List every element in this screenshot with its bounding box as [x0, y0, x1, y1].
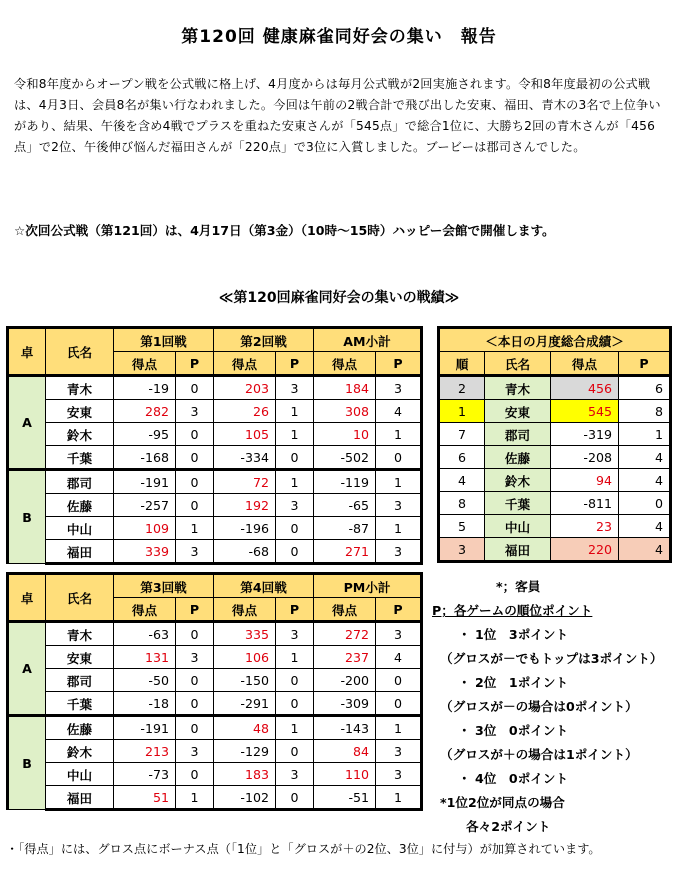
points-cell: 3 [276, 376, 314, 400]
player-name: 中山 [46, 763, 114, 786]
points-cell: 1 [376, 786, 422, 810]
points-cell: 1 [376, 470, 422, 494]
score-cell: 213 [114, 740, 176, 763]
table-row [8, 423, 422, 446]
header-row [8, 328, 422, 352]
rank-cell: 5 [439, 515, 485, 538]
table-label: B [8, 716, 46, 810]
col-table-header: 卓 [8, 328, 46, 376]
score-cell: 456 [551, 376, 619, 400]
points-header: P [619, 352, 671, 376]
score-cell: -200 [314, 669, 376, 692]
points-cell: 3 [276, 494, 314, 517]
player-name: 福田 [46, 540, 114, 564]
score-cell: -208 [551, 446, 619, 469]
standings-title: ＜本日の月度総合成績＞ [439, 328, 671, 352]
rank-cell: 6 [439, 446, 485, 469]
points-rule-line: ・ 2位 1ポイント [458, 675, 569, 690]
score-cell: -291 [214, 692, 276, 716]
points-cell: 1 [276, 423, 314, 446]
score-cell: -18 [114, 692, 176, 716]
score-cell: -65 [314, 494, 376, 517]
score-cell: -191 [114, 470, 176, 494]
score-cell: 48 [214, 716, 276, 740]
player-name: 千葉 [46, 446, 114, 470]
player-name: 福田 [485, 538, 551, 562]
points-cell: 4 [619, 469, 671, 492]
standings-row [439, 400, 671, 423]
points-cell: 0 [376, 446, 422, 470]
points-cell: 3 [376, 740, 422, 763]
points-cell: 4 [376, 400, 422, 423]
points-cell: 0 [176, 763, 214, 786]
player-name: 安東 [46, 646, 114, 669]
points-cell: 3 [376, 622, 422, 646]
score-cell: -73 [114, 763, 176, 786]
points-cell: 0 [276, 446, 314, 470]
points-cell: 0 [176, 446, 214, 470]
points-header: P [376, 352, 422, 376]
player-name: 鈴木 [46, 423, 114, 446]
table-row [8, 740, 422, 763]
table-row [8, 692, 422, 716]
score-cell: 94 [551, 469, 619, 492]
points-cell: 0 [276, 740, 314, 763]
am-results-table [6, 326, 423, 565]
score-cell: 335 [214, 622, 276, 646]
points-cell: 4 [619, 515, 671, 538]
player-name: 中山 [46, 517, 114, 540]
points-cell: 0 [276, 540, 314, 564]
footnote: ・「得点」には、グロス点にボーナス点（「1位」と「グロスが＋の2位、3位」に付与）が加算されています。 [6, 842, 601, 856]
table-row [8, 669, 422, 692]
score-cell: -129 [214, 740, 276, 763]
score-cell: 339 [114, 540, 176, 564]
points-cell: 0 [176, 622, 214, 646]
points-cell: 0 [376, 669, 422, 692]
player-name: 福田 [46, 786, 114, 810]
score-header: 得点 [214, 598, 276, 622]
points-cell: 0 [176, 494, 214, 517]
game2-header: 第4回戦 [214, 574, 314, 598]
rank-header: 順 [439, 352, 485, 376]
score-cell: -502 [314, 446, 376, 470]
points-cell: 1 [176, 786, 214, 810]
score-header: 得点 [314, 598, 376, 622]
rank-cell: 4 [439, 469, 485, 492]
score-cell: 23 [551, 515, 619, 538]
points-header: P [276, 352, 314, 376]
score-cell: 220 [551, 538, 619, 562]
points-cell: 1 [376, 423, 422, 446]
standings-row [439, 423, 671, 446]
points-cell: 1 [276, 646, 314, 669]
game1-header: 第3回戦 [114, 574, 214, 598]
score-header: 得点 [551, 352, 619, 376]
guest-note: *；客員 [496, 579, 541, 594]
points-cell: 0 [619, 492, 671, 515]
points-cell: 3 [176, 740, 214, 763]
standings-row [439, 515, 671, 538]
score-cell: -102 [214, 786, 276, 810]
score-cell: 545 [551, 400, 619, 423]
points-cell: 3 [376, 376, 422, 400]
points-cell: 3 [376, 540, 422, 564]
points-cell: 4 [619, 446, 671, 469]
score-cell: 105 [214, 423, 276, 446]
points-cell: 0 [276, 669, 314, 692]
points-cell: 1 [276, 400, 314, 423]
points-cell: 1 [376, 517, 422, 540]
subtotal-header: PM小計 [314, 574, 422, 598]
score-cell: 106 [214, 646, 276, 669]
points-cell: 8 [619, 400, 671, 423]
score-cell: 203 [214, 376, 276, 400]
score-cell: -95 [114, 423, 176, 446]
player-name: 中山 [485, 515, 551, 538]
table-row [8, 400, 422, 423]
points-cell: 6 [619, 376, 671, 400]
rank-cell: 2 [439, 376, 485, 400]
player-name: 青木 [485, 376, 551, 400]
points-rule-line: ・ 3位 0ポイント [458, 723, 569, 738]
pm-results-table [6, 572, 423, 811]
score-cell: -143 [314, 716, 376, 740]
score-cell: -19 [114, 376, 176, 400]
score-cell: -191 [114, 716, 176, 740]
score-cell: -51 [314, 786, 376, 810]
standings-title-row [439, 328, 671, 352]
standings-row [439, 376, 671, 400]
points-cell: 0 [276, 786, 314, 810]
game2-header: 第2回戦 [214, 328, 314, 352]
points-rule-line: （グロスが－の場合は0ポイント） [440, 699, 638, 714]
standings-row [439, 469, 671, 492]
score-cell: -119 [314, 470, 376, 494]
score-cell: -168 [114, 446, 176, 470]
player-name: 郡司 [485, 423, 551, 446]
points-cell: 0 [176, 692, 214, 716]
score-cell: 183 [214, 763, 276, 786]
next-event-notice: ☆次回公式戦（第121回）は、4月17日（第3金）（10時～15時）ハッピー会館で開催します。 [14, 223, 555, 238]
points-header: P [276, 598, 314, 622]
col-table-header: 卓 [8, 574, 46, 622]
score-cell: -63 [114, 622, 176, 646]
score-cell: 84 [314, 740, 376, 763]
score-cell: 308 [314, 400, 376, 423]
page-title: 第120回 健康麻雀同好会の集い 報告 [181, 27, 497, 47]
points-cell: 3 [276, 763, 314, 786]
intro-paragraph: 令和8年度からオープン戦を公式戦に格上げ、4月度からは毎月公式戦が2回実施されます。令和8年度最初の公式戦は、4月3日、会員8名が集い行なわれました。今回は午前の2戦合計で飛び出した安東、福田、青木の3名で上位争いがあり、結果、午後を含め4戦でプラスを重ねた安東さんが「545点」で総合1位に、大勝ち2回の青木さんが「456点」で2位、午後伸び悩んだ福田さんが「220点」で3位に入賞しました。ブービーは郡司さんでした。 [14, 77, 661, 154]
player-name: 郡司 [46, 470, 114, 494]
standings-row [439, 492, 671, 515]
points-rule-line: *1位2位が同点の場合 [440, 795, 565, 810]
score-cell: -68 [214, 540, 276, 564]
name-header: 氏名 [485, 352, 551, 376]
player-name: 青木 [46, 376, 114, 400]
table-row [8, 716, 422, 740]
score-cell: 109 [114, 517, 176, 540]
points-cell: 1 [276, 470, 314, 494]
table-row [8, 376, 422, 400]
player-name: 青木 [46, 622, 114, 646]
header-row [8, 574, 422, 598]
score-cell: -50 [114, 669, 176, 692]
score-cell: 51 [114, 786, 176, 810]
points-cell: 3 [376, 494, 422, 517]
score-cell: -257 [114, 494, 176, 517]
score-cell: 192 [214, 494, 276, 517]
standings-table [437, 326, 672, 563]
table-row [8, 786, 422, 810]
score-cell: -87 [314, 517, 376, 540]
points-cell: 0 [176, 423, 214, 446]
table-label: B [8, 470, 46, 564]
points-cell: 3 [176, 400, 214, 423]
player-name: 郡司 [46, 669, 114, 692]
points-cell: 3 [276, 622, 314, 646]
table-label: A [8, 376, 46, 470]
points-cell: 0 [376, 692, 422, 716]
points-title: P；各ゲームの順位ポイント [432, 603, 593, 618]
points-cell: 0 [176, 716, 214, 740]
score-cell: 184 [314, 376, 376, 400]
standings-row [439, 446, 671, 469]
table-row [8, 540, 422, 564]
points-rule-line: ・ 4位 0ポイント [458, 771, 569, 786]
score-cell: 272 [314, 622, 376, 646]
score-cell: -319 [551, 423, 619, 446]
score-cell: -811 [551, 492, 619, 515]
score-header: 得点 [114, 352, 176, 376]
score-cell: -150 [214, 669, 276, 692]
player-name: 千葉 [46, 692, 114, 716]
score-cell: 10 [314, 423, 376, 446]
player-name: 安東 [46, 400, 114, 423]
points-header: P [176, 598, 214, 622]
points-cell: 0 [276, 517, 314, 540]
standings-header-row [439, 352, 671, 376]
table-label: A [8, 622, 46, 716]
points-cell: 1 [276, 716, 314, 740]
points-rule-line: （グロスが－でもトップは3ポイント） [440, 651, 663, 666]
score-cell: 282 [114, 400, 176, 423]
points-rule-line: ・ 1位 3ポイント [458, 627, 569, 642]
table-row [8, 470, 422, 494]
score-header: 得点 [214, 352, 276, 376]
score-cell: -196 [214, 517, 276, 540]
points-header: P [176, 352, 214, 376]
points-rule-line: （グロスが＋の場合は1ポイント） [440, 747, 638, 762]
player-name: 安東 [485, 400, 551, 423]
rank-cell: 1 [439, 400, 485, 423]
score-header: 得点 [114, 598, 176, 622]
player-name: 千葉 [485, 492, 551, 515]
player-name: 佐藤 [46, 494, 114, 517]
col-name-header: 氏名 [46, 574, 114, 622]
score-cell: 110 [314, 763, 376, 786]
subtotal-header: AM小計 [314, 328, 422, 352]
points-cell: 0 [276, 692, 314, 716]
rank-cell: 7 [439, 423, 485, 446]
player-name: 佐藤 [46, 716, 114, 740]
score-cell: 72 [214, 470, 276, 494]
points-cell: 3 [376, 763, 422, 786]
rank-cell: 8 [439, 492, 485, 515]
points-cell: 3 [176, 646, 214, 669]
table-row [8, 763, 422, 786]
points-cell: 1 [619, 423, 671, 446]
results-title: ≪第120回麻雀同好会の集いの戦績≫ [218, 290, 460, 306]
score-cell: -309 [314, 692, 376, 716]
table-row [8, 646, 422, 669]
points-cell: 1 [176, 517, 214, 540]
player-name: 佐藤 [485, 446, 551, 469]
player-name: 鈴木 [485, 469, 551, 492]
points-cell: 0 [176, 376, 214, 400]
score-header: 得点 [314, 352, 376, 376]
points-rule-line: 各々2ポイント [466, 819, 551, 834]
points-cell: 4 [376, 646, 422, 669]
score-cell: 26 [214, 400, 276, 423]
standings-row [439, 538, 671, 562]
rank-cell: 3 [439, 538, 485, 562]
player-name: 鈴木 [46, 740, 114, 763]
points-cell: 0 [176, 669, 214, 692]
points-cell: 1 [376, 716, 422, 740]
game1-header: 第1回戦 [114, 328, 214, 352]
score-cell: -334 [214, 446, 276, 470]
points-cell: 3 [176, 540, 214, 564]
col-name-header: 氏名 [46, 328, 114, 376]
points-cell: 4 [619, 538, 671, 562]
score-cell: 237 [314, 646, 376, 669]
points-cell: 0 [176, 470, 214, 494]
table-row [8, 446, 422, 470]
table-row [8, 517, 422, 540]
score-cell: 271 [314, 540, 376, 564]
points-header: P [376, 598, 422, 622]
table-row [8, 494, 422, 517]
score-cell: 131 [114, 646, 176, 669]
table-row [8, 622, 422, 646]
